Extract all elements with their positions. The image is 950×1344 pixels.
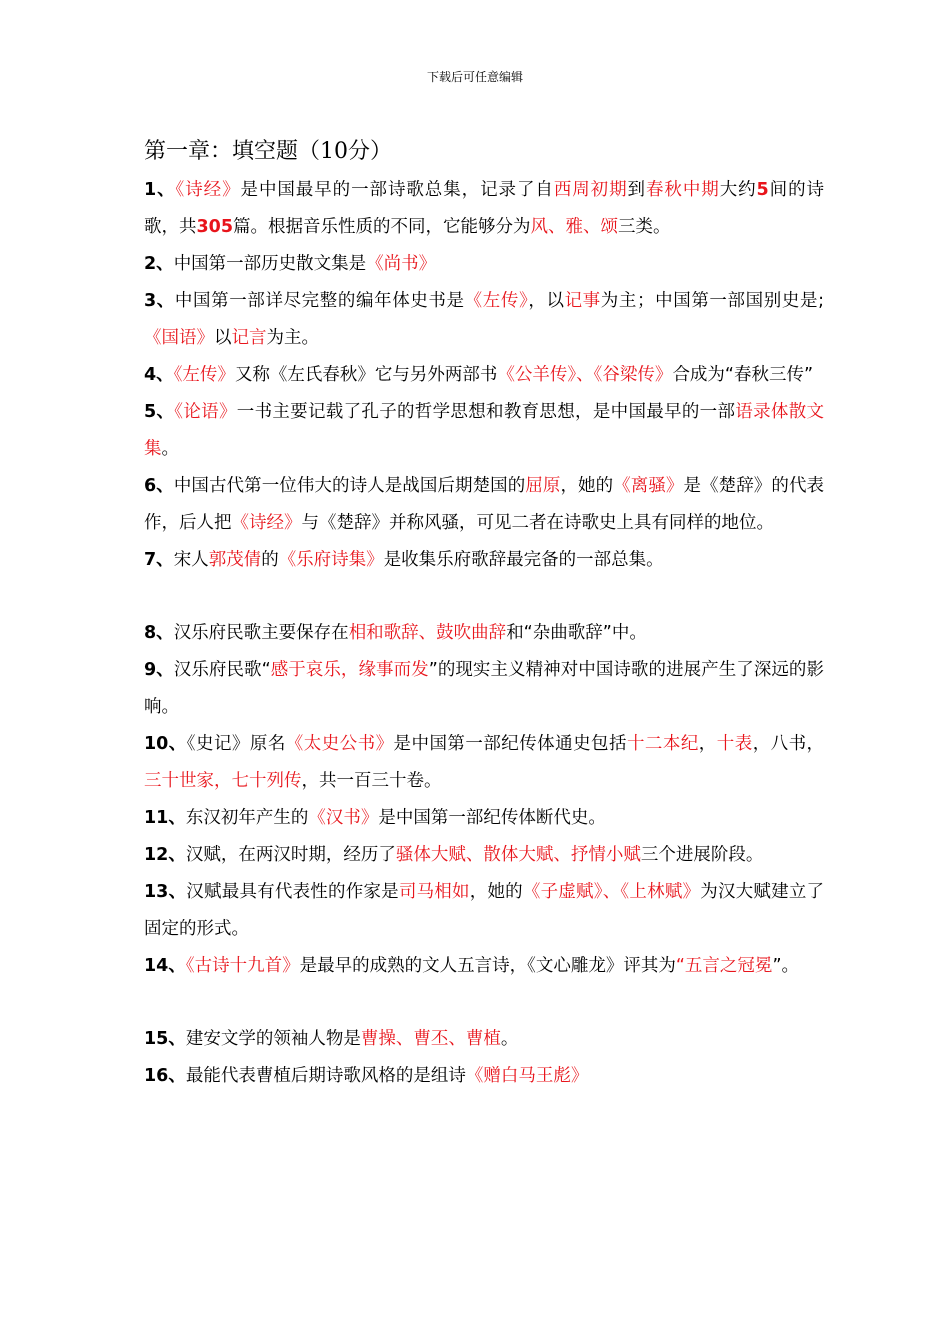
question-text: 合成为“春秋三传” — [672, 365, 814, 385]
answer-text: 《诗经》 — [231, 513, 302, 533]
question-text: 中国第一部详尽完整的编年体史书是 — [174, 291, 465, 311]
question-text: 东汉初年产生的 — [185, 808, 309, 828]
question-text: 是中国第一部纪传体通史包括 — [393, 734, 627, 754]
answer-text: 《古诗十九首》 — [185, 956, 300, 976]
question-text: 到 — [627, 180, 646, 200]
question-text: 又称《左氏春秋》它与另外两部书 — [234, 365, 498, 385]
page-header: 下载后可任意编辑 — [426, 70, 523, 84]
question-text: 汉乐府民歌“ — [173, 660, 271, 680]
question-number: 2、 — [144, 254, 174, 274]
question-item — [144, 726, 824, 800]
question-item — [144, 837, 824, 874]
answer-text: 记言 — [231, 328, 267, 348]
question-item — [144, 652, 824, 726]
answer-text: 骚体大赋、散体大赋、抒情小赋 — [395, 845, 641, 865]
question-item — [144, 468, 824, 542]
question-item — [144, 357, 824, 394]
answer-text: 感于哀乐，缘事而发 — [270, 660, 429, 680]
question-text: 大约 — [719, 180, 757, 200]
question-text: 篇。根据音乐性质的不同，它能够分为 — [233, 217, 531, 237]
question-number: 13、 — [144, 882, 187, 902]
answer-text: 《太史公书》 — [285, 734, 394, 754]
answer-text: 《子虚赋》、《上林赋》 — [522, 882, 701, 902]
answer-text: 《赠白马王彪》 — [465, 1066, 589, 1086]
question-text: 与《楚辞》并称风骚，可见二者在诗歌史上具有同样的地位。 — [301, 513, 774, 533]
question-text: 建安文学的领袖人物是 — [185, 1029, 361, 1049]
answer-text: 曹操、曹丕、曹植 — [360, 1029, 501, 1049]
question-text: 间的诗歌，共 — [144, 180, 825, 237]
answer-text: 《左传》 — [173, 365, 235, 385]
question-text: ，八书， — [752, 734, 825, 754]
question-text: 为汉大赋建立了固定的形式。 — [144, 882, 825, 939]
question-text: 一书主要记载了孔子的哲学思想和教育思想，是中国最早的一部 — [236, 402, 736, 422]
answer-text: 郭茂倩 — [208, 550, 262, 570]
answer-text: 西周初期 — [553, 180, 628, 200]
question-item — [144, 246, 824, 283]
question-text: ，以 — [528, 291, 565, 311]
question-text: 最能代表曹植后期诗歌风格的是组诗 — [185, 1066, 466, 1086]
question-item — [144, 394, 824, 468]
question-item — [144, 1058, 824, 1095]
question-item — [144, 542, 824, 579]
question-number: 15、 — [144, 1029, 186, 1049]
question-text: ，共一百三十卷。 — [301, 771, 442, 791]
question-text: 《史记》原名 — [186, 734, 286, 754]
answer-text: 《离骚》 — [613, 476, 684, 496]
question-number: 10、 — [144, 734, 187, 754]
question-number: 6、 — [144, 476, 174, 496]
question-text: 中国古代第一位伟大的诗人是战国后期楚国的 — [173, 476, 526, 496]
question-item — [144, 172, 824, 246]
answer-text: 5 — [756, 180, 769, 200]
answer-text: 相和歌辞、鼓吹曲辞 — [348, 623, 507, 643]
answer-text: 记事 — [564, 291, 601, 311]
question-text: 是收集乐府歌辞最完备的一部总集。 — [383, 550, 664, 570]
question-text: ， — [698, 734, 717, 754]
answer-text: 风、雅、颂 — [530, 217, 619, 237]
question-text: ，她的 — [469, 882, 523, 902]
chapter-title: 第一章：填空题（10分） — [144, 139, 392, 164]
answer-text: 305 — [196, 217, 234, 237]
answer-text: 《论语》 — [174, 402, 237, 422]
question-text: 三个进展阶段。 — [640, 845, 764, 865]
question-text: 的 — [261, 550, 279, 570]
question-number: 12、 — [144, 845, 186, 865]
paragraph-gap — [144, 579, 824, 615]
question-number: 11、 — [144, 808, 186, 828]
question-text: 以 — [214, 328, 232, 348]
question-item — [144, 283, 824, 357]
question-text: ”。 — [772, 956, 800, 976]
document-body — [144, 134, 824, 1095]
question-text: 是《楚辞》的代表作，后人把 — [144, 476, 825, 533]
question-number: 14、 — [144, 956, 186, 976]
question-text: 是中国第一部纪传体断代史。 — [378, 808, 606, 828]
answer-text: “五言之冠冕 — [675, 956, 773, 976]
answer-text: 《尚书》 — [366, 254, 437, 274]
question-text: 汉赋，在两汉时期，经历了 — [185, 845, 396, 865]
question-number: 16、 — [144, 1066, 186, 1086]
question-number: 7、 — [144, 550, 174, 570]
question-item — [144, 1021, 824, 1058]
answer-text: 春秋中期 — [645, 180, 720, 200]
answer-text: 屈原 — [525, 476, 561, 496]
question-item — [144, 948, 824, 985]
question-text: 是最早的成熟的文人五言诗，《文心雕龙》评其为 — [299, 956, 676, 976]
question-text: 宋人 — [173, 550, 209, 570]
answer-text: 《汉书》 — [308, 808, 379, 828]
question-text: 。 — [500, 1029, 519, 1049]
answer-text: 十表 — [716, 734, 753, 754]
question-number: 1、 — [144, 180, 176, 200]
question-text: 汉赋最具有代表性的作家是 — [186, 882, 399, 902]
question-text: 汉乐府民歌主要保存在 — [173, 623, 349, 643]
answer-text: 《诗经》 — [175, 180, 241, 200]
answer-text: 十二本纪 — [626, 734, 699, 754]
question-text: 和“杂曲歌辞”中。 — [506, 623, 647, 643]
question-number: 3、 — [144, 291, 175, 311]
question-text: 为主；中国第一部国别史是; — [600, 291, 824, 311]
answer-text: 《国语》 — [144, 328, 214, 348]
paragraph-gap — [144, 985, 824, 1021]
answer-text: 《公羊传》、《谷梁传》 — [497, 365, 673, 385]
question-number: 8、 — [144, 623, 174, 643]
question-number: 5、 — [144, 402, 175, 422]
answer-text: 《左传》 — [464, 291, 529, 311]
answer-text: 语录体散文集 — [144, 402, 825, 459]
answer-text: 三十世家，七十列传 — [144, 771, 302, 791]
answer-text: 司马相如 — [398, 882, 470, 902]
question-text: 。 — [161, 439, 179, 459]
question-text: 三类。 — [618, 217, 671, 237]
question-text: ”的现实主义精神对中国诗歌的进展产生了深远的影响。 — [144, 660, 824, 717]
question-item — [144, 615, 824, 652]
question-text: ，她的 — [560, 476, 614, 496]
question-number: 9、 — [144, 660, 174, 680]
question-text: 为主。 — [266, 328, 319, 348]
question-item — [144, 800, 824, 837]
answer-text: 《乐府诗集》 — [278, 550, 384, 570]
question-list — [144, 172, 824, 1095]
question-text: 中国第一部历史散文集是 — [173, 254, 367, 274]
question-item — [144, 874, 824, 948]
question-text: 是中国最早的一部诗歌总集，记录了自 — [240, 180, 554, 200]
question-number: 4、 — [144, 365, 174, 385]
